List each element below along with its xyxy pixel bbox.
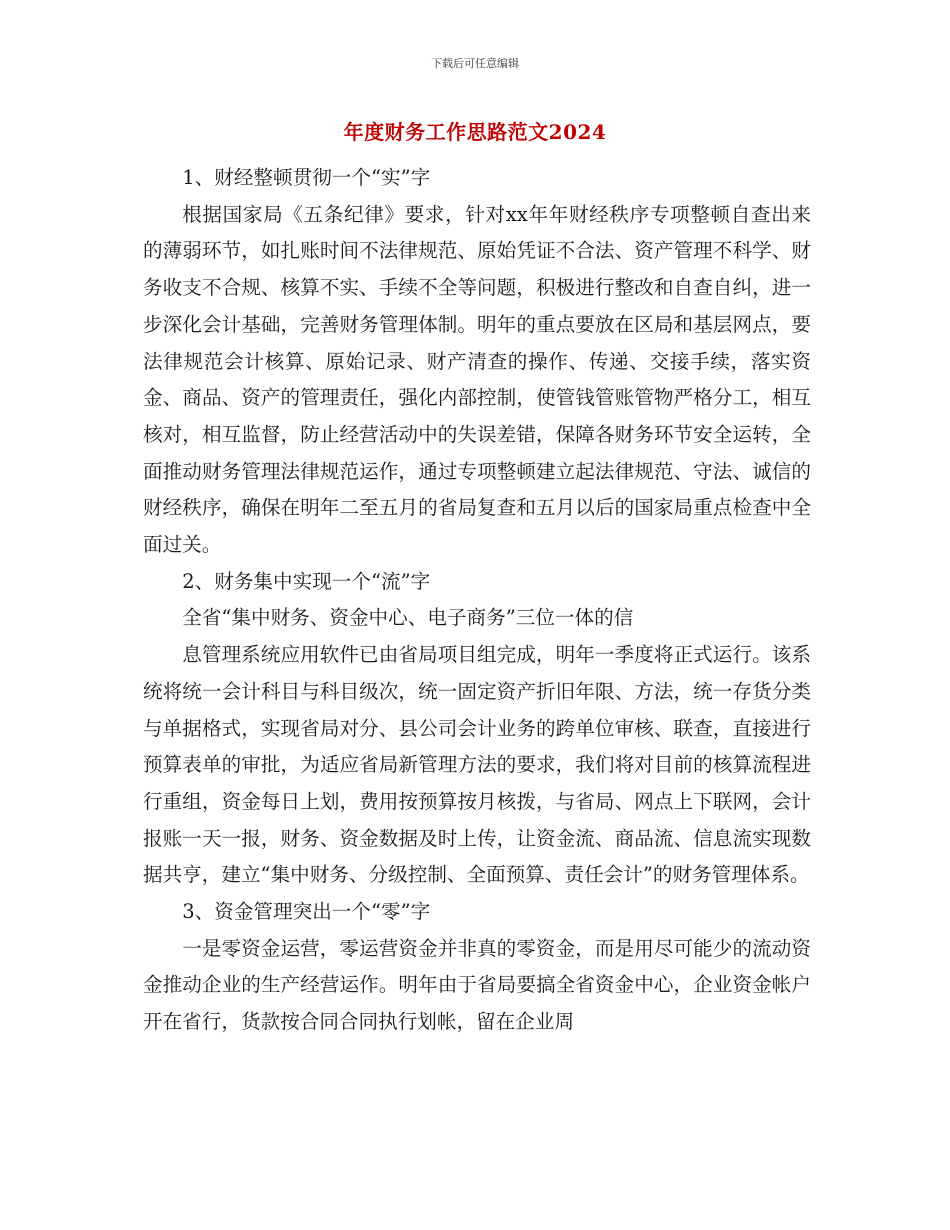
header-note: 下载后可任意编辑 [431,57,519,70]
document-body [143,160,811,1041]
paragraph: 息管理系统应用软件已由省局项目组完成，明年一季度将正式运行。该系统将统一会计科目与科目级次，统一固定资产折旧年限、方法，统一存货分类与单据格式，实现省局对分、县公司会计业务的跨单位审核、联查，直接进行预算表单的审批，为适应省局新管理方法的要求，我们将对目前的核算流程进行重组，资金每日上划，费用按预算按月核拨，与省局、网点上下联网，会计报账一天一报，财务、资金数据及时上传，让资金流、商品流、信息流实现数据共亨，建立“集中财务、分级控制、全面预算、责任会计”的财务管理体系。 [143,643,811,887]
section-heading-3: 3、资金管理突出一个“零”字 [182,900,431,924]
paragraph: 全省“集中财务、资金中心、电子商务”三位一体的信 [182,606,634,630]
paragraph: 一是零资金运营，零运营资金并非真的零资金，而是用尽可能少的流动资金推动企业的生产经营运作。明年由于省局要搞全省资金中心，企业资金帐户开在省行，货款按合同合同执行划帐，留在企业周 [143,936,811,1034]
section-heading-2: 2、财务集中实现一个“流”字 [182,569,431,593]
paragraph: 根据国家局《五条纪律》要求，针对xx年年财经秩序专项整顿自查出来的薄弱环节，如扎账时间不法律规范、原始凭证不合法、资产管理不科学、财务收支不合规、核算不实、手续不全等问题，积极进行整改和自查自纠，进一步深化会计基础，完善财务管理体制。明年的重点要放在区局和基层网点，要法律规范会计核算、原始记录、财产清查的操作、传递、交接手续，落实资金、商品、资产的管理责任，强化内部控制，使管钱管账管物严格分工，相互核对，相互监督，防止经营活动中的失误差错，保障各财务环节安全运转，全面推动财务管理法律规范运作，通过专项整顿建立起法律规范、守法、诚信的财经秩序，确保在明年二至五月的省局复查和五月以后的国家局重点检查中全面过关。 [143,202,811,557]
document-title: 年度财务工作思路范文2024 [343,120,607,144]
section-heading-1: 1、财经整顿贯彻一个“实”字 [182,166,431,189]
